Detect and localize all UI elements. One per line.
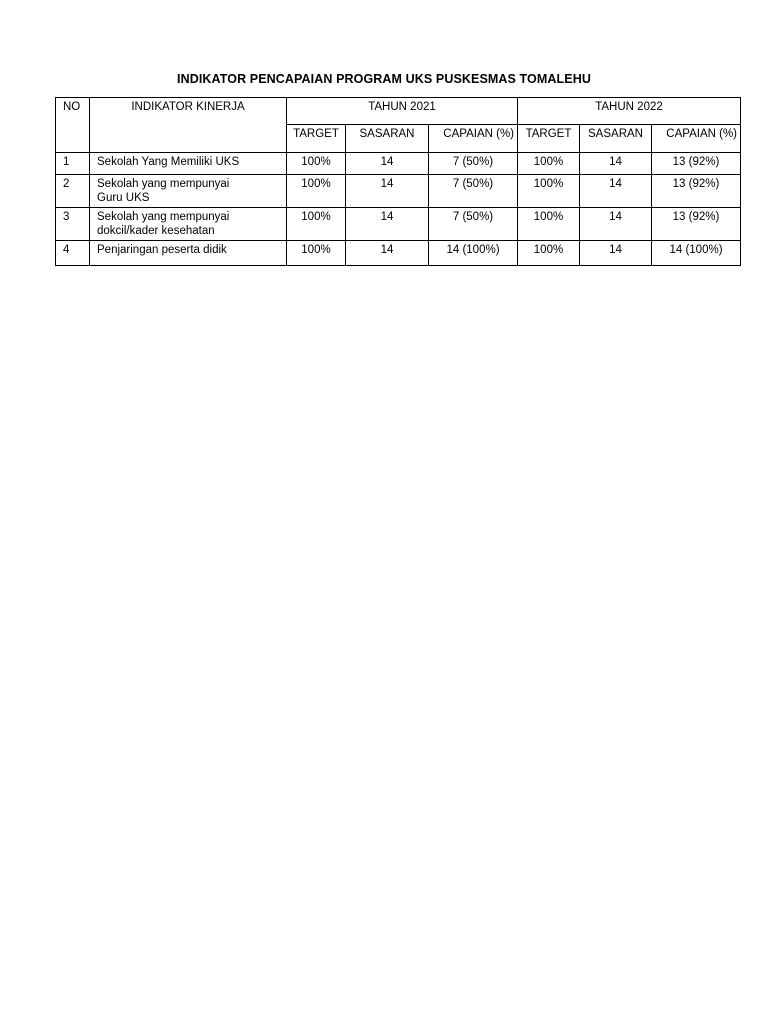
cell-target-2021: 100% bbox=[287, 175, 346, 208]
cell-sasaran-2021: 14 bbox=[346, 175, 429, 208]
header-sasaran-2021: SASARAN bbox=[346, 125, 429, 153]
indikator-line: Guru UKS bbox=[97, 192, 150, 204]
cell-sasaran-2021: 14 bbox=[346, 241, 429, 266]
cell-sasaran-2022: 14 bbox=[580, 241, 652, 266]
cell-capaian-2021: 7 (50%) bbox=[429, 208, 518, 241]
cell-target-2021: 100% bbox=[287, 153, 346, 175]
cell-target-2021: 100% bbox=[287, 241, 346, 266]
cell-capaian-2022: 13 (92%) bbox=[652, 208, 741, 241]
cell-indikator bbox=[90, 241, 287, 266]
header-target-2022: TARGET bbox=[518, 125, 580, 153]
indikator-line: Sekolah yang mempunyai bbox=[97, 178, 230, 190]
table-row bbox=[56, 153, 741, 175]
cell-capaian-2021: 14 (100%) bbox=[429, 241, 518, 266]
cell-sasaran-2021: 14 bbox=[346, 208, 429, 241]
table-row bbox=[56, 175, 741, 208]
cell-capaian-2022: 14 (100%) bbox=[652, 241, 741, 266]
cell-target-2022: 100% bbox=[518, 241, 580, 266]
header-year-2021: TAHUN 2021 bbox=[287, 98, 518, 125]
cell-indikator bbox=[90, 175, 287, 208]
header-target-2021: TARGET bbox=[287, 125, 346, 153]
indicator-table bbox=[55, 97, 741, 266]
cell-sasaran-2022: 14 bbox=[580, 153, 652, 175]
cell-sasaran-2022: 14 bbox=[580, 208, 652, 241]
table-row bbox=[56, 241, 741, 266]
header-row-top bbox=[56, 98, 741, 125]
header-indikator: INDIKATOR KINERJA bbox=[90, 98, 287, 153]
indikator-line: Sekolah Yang Memiliki UKS bbox=[97, 156, 240, 168]
header-no: NO bbox=[56, 98, 90, 153]
cell-capaian-2021: 7 (50%) bbox=[429, 153, 518, 175]
cell-sasaran-2022: 14 bbox=[580, 175, 652, 208]
cell-capaian-2021: 7 (50%) bbox=[429, 175, 518, 208]
cell-no: 3 bbox=[56, 208, 90, 241]
cell-capaian-2022: 13 (92%) bbox=[652, 175, 741, 208]
header-capaian-2021: CAPAIAN (%) bbox=[429, 125, 518, 153]
cell-target-2022: 100% bbox=[518, 208, 580, 241]
header-sasaran-2022: SASARAN bbox=[580, 125, 652, 153]
cell-sasaran-2021: 14 bbox=[346, 153, 429, 175]
cell-no: 4 bbox=[56, 241, 90, 266]
cell-target-2022: 100% bbox=[518, 175, 580, 208]
indikator-line: Penjaringan peserta didik bbox=[97, 244, 227, 256]
indikator-line: dokcil/kader kesehatan bbox=[97, 225, 215, 237]
header-year-2022: TAHUN 2022 bbox=[518, 98, 741, 125]
cell-capaian-2022: 13 (92%) bbox=[652, 153, 741, 175]
table-row bbox=[56, 208, 741, 241]
cell-target-2021: 100% bbox=[287, 208, 346, 241]
cell-indikator bbox=[90, 153, 287, 175]
cell-indikator bbox=[90, 208, 287, 241]
page-title: INDIKATOR PENCAPAIAN PROGRAM UKS PUSKESMAS TOMALEHU bbox=[177, 72, 591, 86]
indikator-line: Sekolah yang mempunyai bbox=[97, 211, 230, 223]
cell-no: 1 bbox=[56, 153, 90, 175]
cell-target-2022: 100% bbox=[518, 153, 580, 175]
header-capaian-2022: CAPAIAN (%) bbox=[652, 125, 741, 153]
cell-no: 2 bbox=[56, 175, 90, 208]
